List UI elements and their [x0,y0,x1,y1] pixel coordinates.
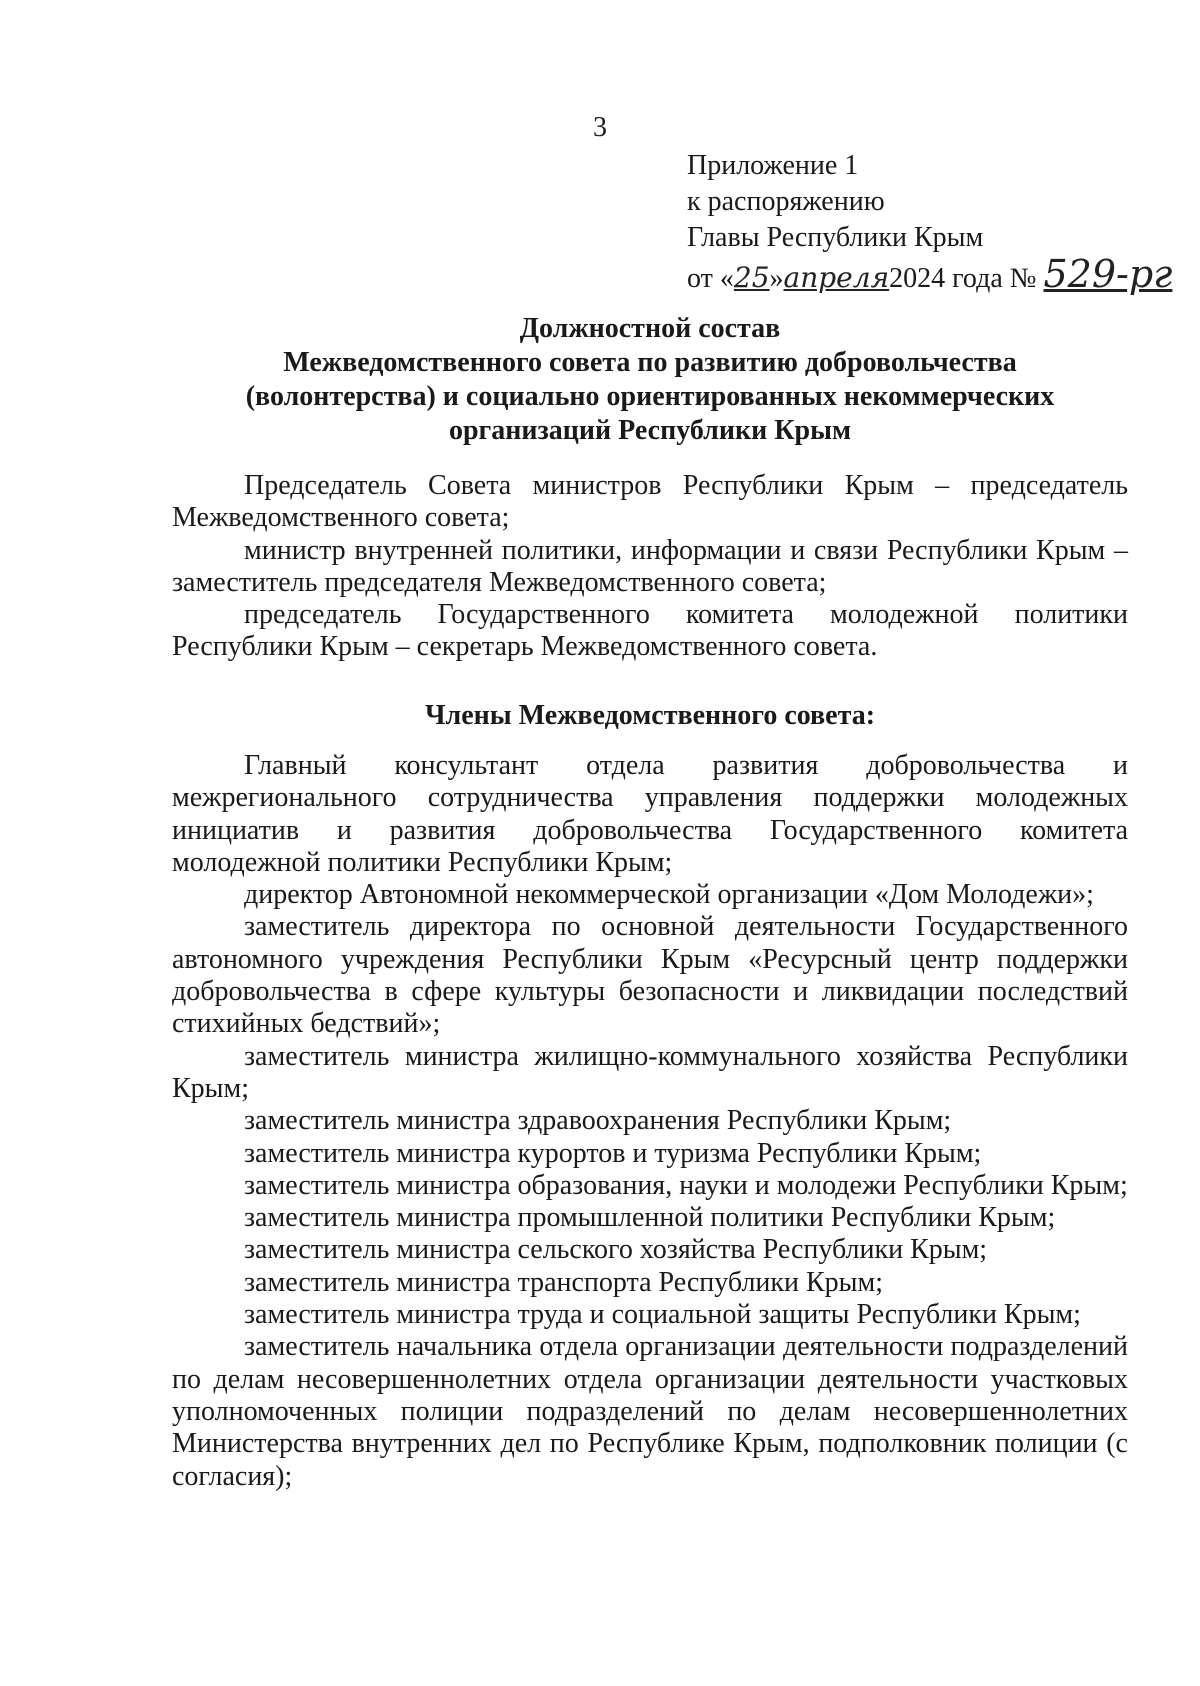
member-item: заместитель министра труда и социальной защиты Республики Крым; [244,1299,1081,1331]
member-item: заместитель министра здравоохранения Республики Крым; [244,1105,952,1137]
member-item: заместитель министра промышленной политики Республики Крым; [244,1202,1056,1234]
appendix-header [687,148,1172,297]
date-prefix: от « [687,263,734,294]
page-number: 3 [593,112,607,143]
appendix-date-line [687,252,1173,297]
title-line: организаций Республики Крым [448,415,852,446]
document-title [172,312,1128,448]
appendix-reference: к распоряжению [687,186,885,217]
member-item: заместитель министра сельского хозяйства Республики Крым; [244,1234,988,1266]
member-item: заместитель министра образования, науки и молодежи Республики Крым; [244,1169,1128,1201]
leadership-deputy-chairman: министр внутренней политики, информации и связи Республики Крым – заместитель председателя Межведомственного совета; [172,534,1128,598]
member-item: заместитель министра курортов и туризма Республики Крым; [244,1137,982,1169]
handwritten-doc-number: 529-рг [1043,252,1173,296]
member-item: заместитель министра жилищно-коммунального хозяйства Республики Крым; [172,1040,1128,1104]
leadership-secretary: председатель Государственного комитета молодежной политики Республики Крым – секретарь Межведомственного совета. [172,599,1128,663]
appendix-authority: Главы Республики Крым [687,222,984,253]
handwritten-day: 25 [733,261,770,294]
member-item: заместитель министра транспорта Республики Крым; [244,1266,883,1298]
title-line: Должностной состав [519,313,781,344]
members-heading: Члены Межведомственного совета: [424,700,876,731]
leadership-section [172,470,1128,664]
date-year: 2024 года № [889,263,1037,294]
appendix-title: Приложение 1 [687,150,859,181]
title-line: (волонтерства) и социально ориентированных некоммерческих [245,381,1055,412]
members-list [172,750,1128,1493]
handwritten-month: апреля [783,261,890,294]
leadership-chairman: Председатель Совета министров Республики Крым – председатель Межведомственного совета; [172,470,1128,534]
date-quote: » [769,263,784,294]
member-item: заместитель начальника отдела организации деятельности подразделений по делам несовершеннолетних отдела организации деятельности участковых уполномоченных полиции подразделений по делам несовершеннолетних Министерства внутренних дел по Республике Крым, подполковник полиции (с согласия); [172,1331,1128,1492]
member-item: заместитель директора по основной деятельности Государственного автономного учреждения Республики Крым «Ресурсный центр поддержки добровольчества в сфере культуры безопасности и ликвидации последствий стихийных бедствий»; [172,911,1128,1040]
title-line: Межведомственного совета по развитию добровольчества [283,347,1017,378]
member-item: Главный консультант отдела развития добровольчества и межрегионального сотрудничества управления поддержки молодежных инициатив и развития добровольчества Государственного комитета молодежной политики Республики Крым; [172,750,1128,878]
member-item: директор Автономной некоммерческой организации «Дом Молодежи»; [244,879,1094,911]
